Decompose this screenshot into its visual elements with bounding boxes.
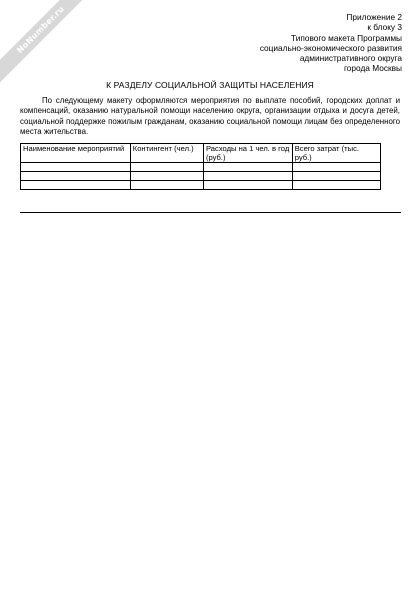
appendix-line: административного округа	[299, 53, 402, 64]
appendix-reference	[260, 12, 402, 74]
header-contingent: Контингент (чел.)	[130, 144, 203, 163]
table-cell	[203, 181, 292, 190]
table-cell	[21, 172, 131, 181]
section-title: К РАЗДЕЛУ СОЦИАЛЬНОЙ ЗАЩИТЫ НАСЕЛЕНИЯ	[106, 80, 314, 90]
intro-paragraph: По следующему макету оформляются мероприятия по выплате пособий, городских доплат и компенсаций, оказанию натуральной помощи населению округа, организации отдыха и досуга детей, социальной поддержке пожилым гражданам, оказанию социальной помощи лицам без определенного места жительства.	[20, 96, 400, 136]
watermark: NoNumber.ru	[0, 0, 100, 89]
header-total-cost: Всего затрат (тыс. руб.)	[292, 144, 380, 163]
table-row	[21, 172, 381, 181]
table-cell	[21, 163, 131, 172]
table-row	[21, 163, 381, 172]
table-cell	[203, 163, 292, 172]
table-cell	[130, 181, 203, 190]
table-cell	[130, 163, 203, 172]
header-activity-name: Наименование мероприятий	[21, 144, 131, 163]
table-cell	[292, 163, 380, 172]
appendix-line: к блоку 3	[367, 22, 402, 33]
table-cell	[21, 181, 131, 190]
appendix-line: Типового макета Программы	[291, 32, 402, 43]
table-cell	[292, 172, 380, 181]
appendix-line: города Москвы	[343, 63, 402, 74]
page-divider	[20, 212, 401, 213]
header-cost-per-person: Расходы на 1 чел. в год (руб.)	[203, 144, 292, 163]
table-cell	[292, 181, 380, 190]
appendix-line: Приложение 2	[346, 12, 402, 22]
table-row	[21, 181, 381, 190]
table-cell	[203, 172, 292, 181]
table-cell	[130, 172, 203, 181]
appendix-line: социально-экономического развития	[259, 42, 402, 53]
measures-table	[20, 143, 381, 190]
table-header-row	[21, 144, 381, 163]
